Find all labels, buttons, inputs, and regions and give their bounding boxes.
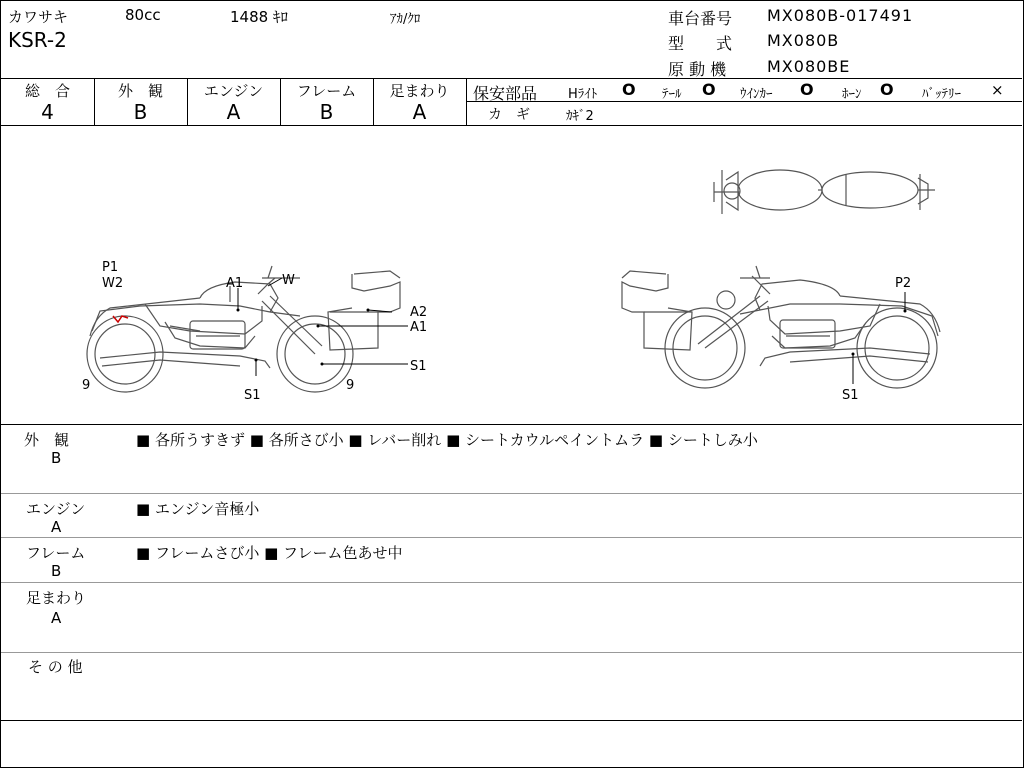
grade-total-label: 総 合 xyxy=(24,82,70,100)
model-name: KSR-2 xyxy=(8,28,67,52)
label-s1-bottom: S1 xyxy=(244,388,261,403)
engine-section-grade: A xyxy=(51,518,62,536)
divider xyxy=(1,537,1022,538)
frame-notes: ■ フレームさび小 ■ フレーム色あせ中 xyxy=(136,544,403,562)
type-label: 型 式 xyxy=(668,34,733,53)
key-value: ｶｷﾞ2 xyxy=(566,109,594,124)
engine-value: MX080BE xyxy=(767,57,851,76)
suspension-section-label: 足まわり xyxy=(26,589,87,607)
exterior-grade: B xyxy=(51,449,62,467)
frame-no-label: 車台番号 xyxy=(668,9,733,28)
battery-status: × xyxy=(991,81,1004,99)
motorcycle-left-view xyxy=(87,266,400,392)
damage-diagram xyxy=(0,126,1024,424)
motorcycle-right-view xyxy=(622,266,940,388)
label-s1-right: S1 xyxy=(842,388,859,403)
other-section-label: そ の 他 xyxy=(28,658,83,676)
engine-section-label: エンジン xyxy=(26,500,86,518)
grade-engine-value: A xyxy=(226,100,241,124)
battery-label: ﾊﾞｯﾃﾘｰ xyxy=(922,87,961,102)
label-p2: P2 xyxy=(895,276,912,291)
frame-no: MX080B-017491 xyxy=(767,6,914,25)
grade-exterior-label: 外 観 xyxy=(117,82,163,100)
label-a1-fork: A1 xyxy=(410,320,428,335)
headlight-status: O xyxy=(622,80,636,99)
winker-status: O xyxy=(800,80,814,99)
headlight-label: Hﾗｲﾄ xyxy=(568,87,598,102)
divider xyxy=(1,493,1022,494)
grade-frame-value: B xyxy=(319,100,334,124)
grade-suspension-value: A xyxy=(412,100,427,124)
label-p1: P1 xyxy=(102,260,119,275)
label-w: W xyxy=(282,273,295,288)
engine-label: 原 動 機 xyxy=(668,60,727,79)
key-label: カ ギ xyxy=(488,107,530,123)
divider xyxy=(1,582,1022,583)
engine-notes: ■ エンジン音極小 xyxy=(136,500,260,518)
grade-frame-label: フレーム xyxy=(296,82,357,100)
frame-section-label: フレーム xyxy=(26,544,86,562)
safety-label: 保安部品 xyxy=(473,84,538,103)
grade-engine-label: エンジン xyxy=(203,82,264,100)
divider xyxy=(1,652,1022,653)
tail-label: ﾃｰﾙ xyxy=(662,87,682,102)
mileage: 1488 ｷﾛ xyxy=(230,8,288,26)
winker-label: ｳｲﾝｶｰ xyxy=(740,87,773,102)
label-9-rear: 9 xyxy=(82,378,91,393)
divider xyxy=(1,78,1022,79)
label-9-front: 9 xyxy=(346,378,355,393)
label-w2: W2 xyxy=(102,276,124,291)
color: ｱｶ/ｸﾛ xyxy=(390,12,421,27)
suspension-section-grade: A xyxy=(51,609,62,627)
exterior-label: 外 観 xyxy=(24,431,70,449)
grade-suspension-label: 足まわり xyxy=(389,82,450,100)
label-a1-seat: A1 xyxy=(226,276,244,291)
grade-exterior-value: B xyxy=(133,100,148,124)
horn-label: ﾎｰﾝ xyxy=(842,87,862,102)
displacement: 80cc xyxy=(125,6,161,24)
type-value: MX080B xyxy=(767,31,840,50)
motorcycle-top-view xyxy=(714,170,935,214)
maker: カワサキ xyxy=(8,8,69,26)
exterior-notes: ■ 各所うすきず ■ 各所さび小 ■ レバー削れ ■ シートカウルペイントムラ ■ シートしみ小 xyxy=(136,431,758,449)
tail-status: O xyxy=(702,80,716,99)
label-a2: A2 xyxy=(410,305,428,320)
divider xyxy=(466,78,467,125)
horn-status: O xyxy=(880,80,894,99)
label-s1-front: S1 xyxy=(410,359,427,374)
frame-section-grade: B xyxy=(51,562,62,580)
divider xyxy=(1,424,1022,425)
divider xyxy=(1,720,1022,721)
grade-total-value: 4 xyxy=(41,100,54,124)
